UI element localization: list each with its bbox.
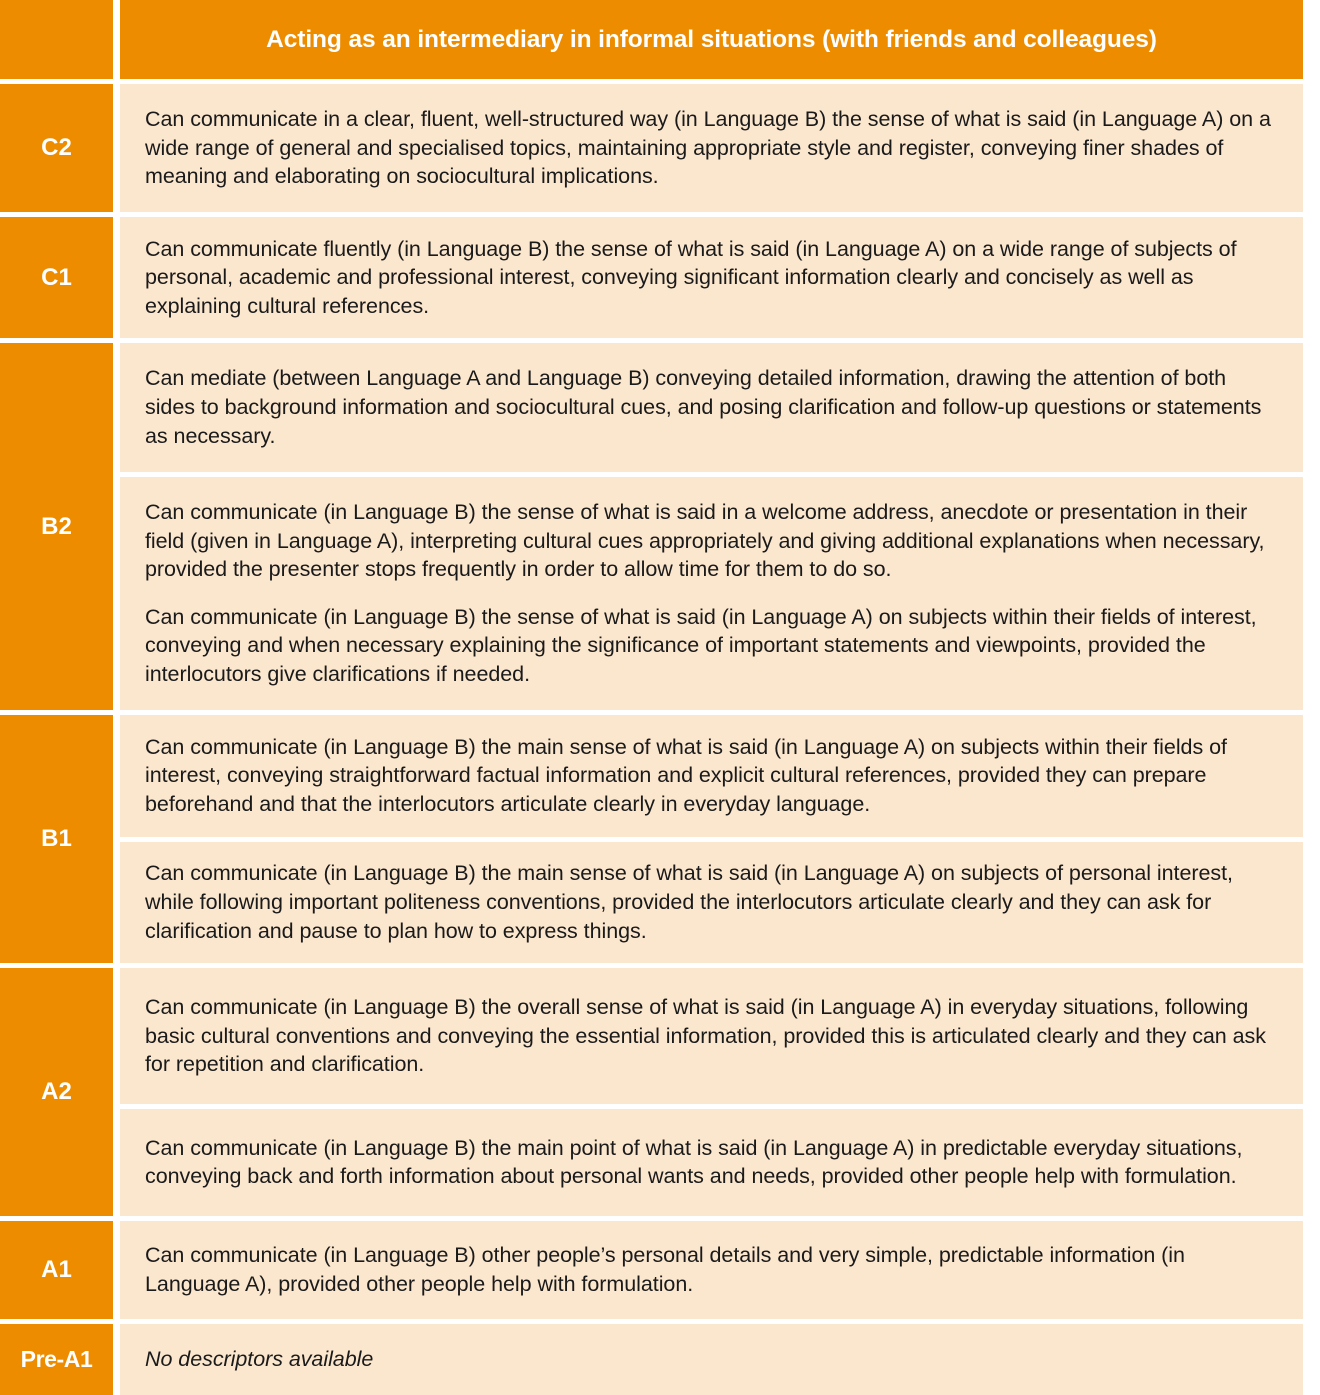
- descriptor-text: Can communicate (in Language B) the main sense of what is said (in Language A) on subjects within their fields of interest, conveying straightforward factual information and explicit cultural references, provided they can prepare beforehand and that the interlocutors articulate clearly in everyday language.: [145, 734, 1227, 817]
- descriptor-block: [120, 842, 1303, 964]
- descriptor-block: [120, 217, 1303, 338]
- descriptor-block: [120, 715, 1303, 837]
- level-label-a2: A2: [0, 968, 113, 1216]
- level-label-pre-a1: Pre-A1: [0, 1324, 113, 1395]
- column-gap: [113, 1221, 120, 1319]
- table-row: [0, 217, 1303, 338]
- descriptor-text: Can mediate (between Language A and Language B) conveying detailed information, drawing the attention of both sides to background information and sociocultural cues, and posing clarification and follow-up questions or statements as necessary.: [145, 366, 1262, 448]
- header-column-gap: [113, 0, 120, 79]
- descriptor-block: [120, 1109, 1303, 1216]
- descriptor-column: [120, 84, 1303, 212]
- descriptor-column: [120, 1221, 1303, 1319]
- level-label-c2: C2: [0, 84, 113, 212]
- descriptor-text: Can communicate (in Language B) the main sense of what is said (in Language A) on subjects of personal interest, while following important politeness conventions, provided the interlocutors articulate clearly and they can ask for clarification and pause to plan how to express things.: [145, 861, 1233, 943]
- descriptor-text: Can communicate (in Language B) the sense of what is said in a welcome address, anecdote or presentation in their field (given in Language A), interpreting cultural cues appropriately and giving additional explanations when necessary, provided the presenter stops frequently in order to allow time for them to do so.: [145, 500, 1265, 582]
- descriptor-block: [120, 84, 1303, 212]
- column-gap: [113, 343, 120, 710]
- table-row: [0, 715, 1303, 963]
- column-gap: [113, 715, 120, 963]
- level-label-c1: C1: [0, 217, 113, 338]
- column-gap: [113, 968, 120, 1216]
- descriptor-text: Can communicate fluently (in Language B) the sense of what is said (in Language A) on a wide range of subjects of personal, academic and professional interest, conveying significant information clearly and concisely as well as explaining cultural references.: [145, 236, 1237, 318]
- header-level-column: [0, 0, 113, 79]
- level-label-b2: B2: [0, 343, 113, 710]
- descriptor-text: Can communicate (in Language B) the main point of what is said (in Language A) in predictable everyday situations, conveying back and forth information about personal wants and needs, provided other people help with formulation.: [145, 1135, 1243, 1189]
- descriptor-column: [120, 968, 1303, 1216]
- table-header-row: [0, 0, 1303, 79]
- table-row: [0, 1221, 1303, 1319]
- descriptor-column: [120, 343, 1303, 710]
- table-row: [0, 968, 1303, 1216]
- table-row: [0, 1324, 1303, 1395]
- descriptor-text: Can communicate (in Language B) the overall sense of what is said (in Language A) in everyday situations, following basic cultural conventions and conveying the essential information, provided this is articulated clearly and they can ask for repetition and clarification.: [145, 995, 1266, 1077]
- descriptor-block: [120, 477, 1303, 710]
- column-gap: [113, 84, 120, 212]
- descriptor-text: Can communicate (in Language B) other people’s personal details and very simple, predictable information (in Language A), provided other people help with formulation.: [145, 1243, 1185, 1296]
- descriptor-block: [120, 968, 1303, 1104]
- descriptor-text: Can communicate (in Language B) the sense of what is said (in Language A) on subjects within their fields of interest, conveying and when necessary explaining the significance of important statements and viewpoints, provided the interlocutors give clarifications if needed.: [145, 604, 1257, 686]
- descriptor-column: [120, 217, 1303, 338]
- column-gap: [113, 1324, 120, 1395]
- table-row: [0, 343, 1303, 710]
- descriptor-block: [120, 1324, 1303, 1395]
- descriptor-text: Can communicate in a clear, fluent, well-structured way (in Language B) the sense of what is said (in Language A) on a wide range of general and specialised topics, maintaining appropriate style and register, conveying finer shades of meaning and elaborating on sociocultural implications.: [145, 107, 1271, 189]
- level-label-b1: B1: [0, 715, 113, 963]
- column-gap: [113, 217, 120, 338]
- descriptor-block: [120, 343, 1303, 472]
- table-row: [0, 84, 1303, 212]
- table-title: Acting as an intermediary in informal situations (with friends and colleagues): [120, 0, 1303, 79]
- level-label-a1: A1: [0, 1221, 113, 1319]
- table-body: [0, 84, 1303, 1395]
- descriptor-text: No descriptors available: [145, 1347, 374, 1372]
- descriptor-block: [120, 1221, 1303, 1319]
- descriptor-column: [120, 1324, 1303, 1395]
- descriptor-column: [120, 715, 1303, 963]
